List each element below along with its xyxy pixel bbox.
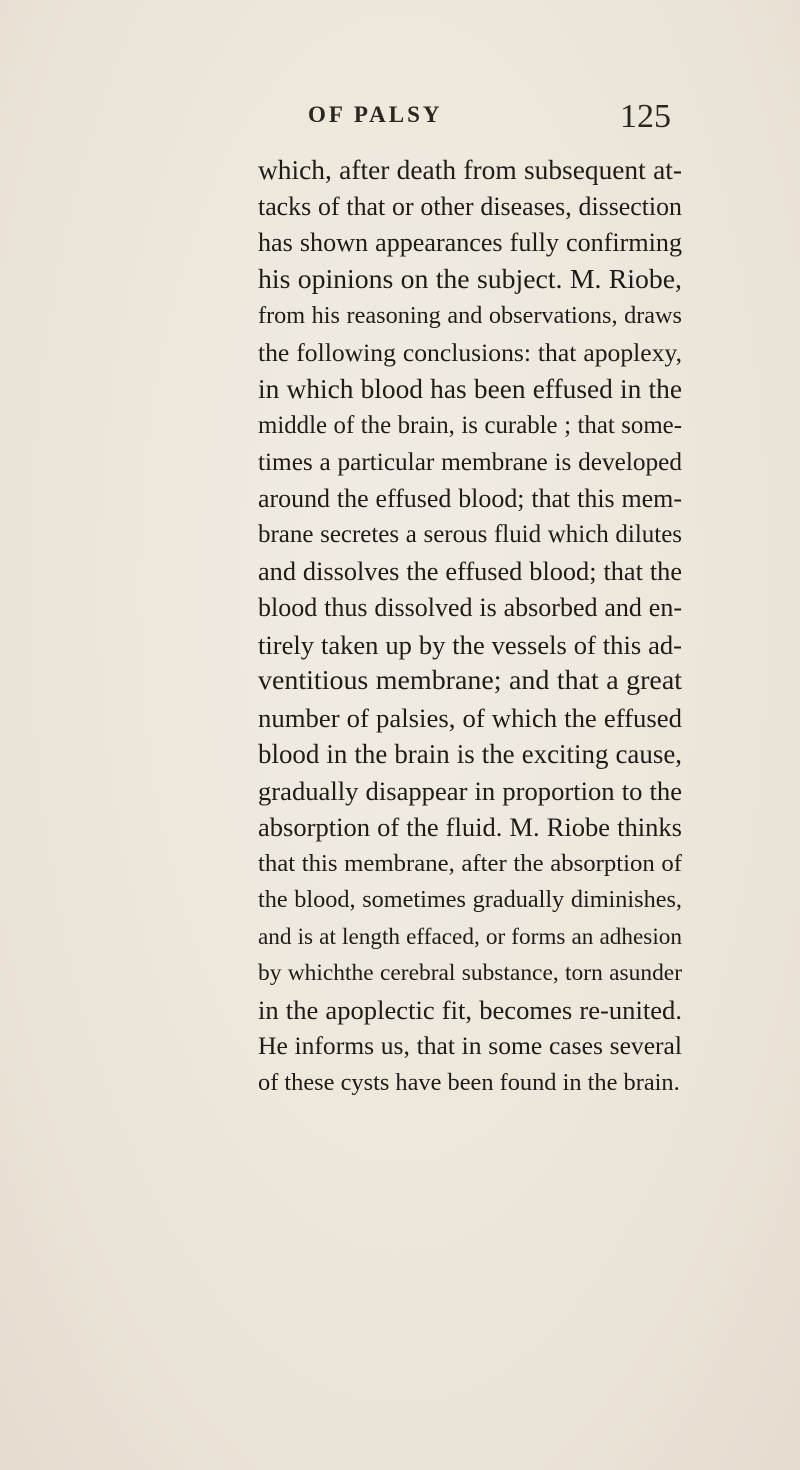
text-line: by whichthe cerebral substance, torn asunder	[258, 960, 682, 986]
text-line: from his reasoning and observations, draws	[258, 302, 682, 329]
text-line: the following conclusions: that apoplexy,	[258, 337, 682, 367]
text-line: absorption of the fluid. M. Riobe thinks	[258, 812, 682, 842]
body-text	[258, 152, 682, 1101]
text-line: gradually disappear in proportion to the	[258, 775, 682, 806]
text-line: in the apoplectic fit, becomes re-united.	[258, 994, 682, 1025]
text-line: blood in the brain is the exciting cause,	[258, 739, 682, 769]
text-line: tacks of that or other diseases, dissection	[258, 191, 682, 221]
text-line: middle of the brain, is curable ; that some-	[258, 411, 682, 439]
text-line: and is at length effaced, or forms an adhesion	[258, 923, 682, 950]
text-line: the blood, sometimes gradually diminishes,	[258, 886, 682, 913]
text-line: blood thus dissolved is absorbed and en-	[258, 593, 682, 622]
page-number: 125	[620, 98, 671, 135]
text-line: in which blood has been effused in the	[258, 374, 682, 404]
page-header	[250, 98, 671, 142]
text-line: of these cysts have been found in the brain.	[258, 1068, 680, 1096]
text-line: times a particular membrane is developed	[258, 448, 682, 476]
text-line: that this membrane, after the absorption of	[258, 849, 682, 877]
text-line: He informs us, that in some cases several	[258, 1031, 682, 1060]
text-line: ventitious membrane; and that a great	[258, 665, 682, 696]
text-line: number of palsies, of which the effused	[258, 702, 682, 733]
text-line: tirely taken up by the vessels of this ad-	[258, 629, 682, 660]
text-line: brane secretes a serous fluid which dilutes	[258, 521, 682, 548]
text-line: which, after death from subsequent at-	[258, 155, 682, 185]
text-line: around the effused blood; that this mem-	[258, 483, 682, 513]
text-line: and dissolves the effused blood; that the	[258, 556, 682, 586]
text-line: has shown appearances fully confirming	[258, 228, 682, 257]
text-line: his opinions on the subject. M. Riobe,	[258, 263, 682, 295]
running-head: OF PALSY	[308, 102, 443, 127]
